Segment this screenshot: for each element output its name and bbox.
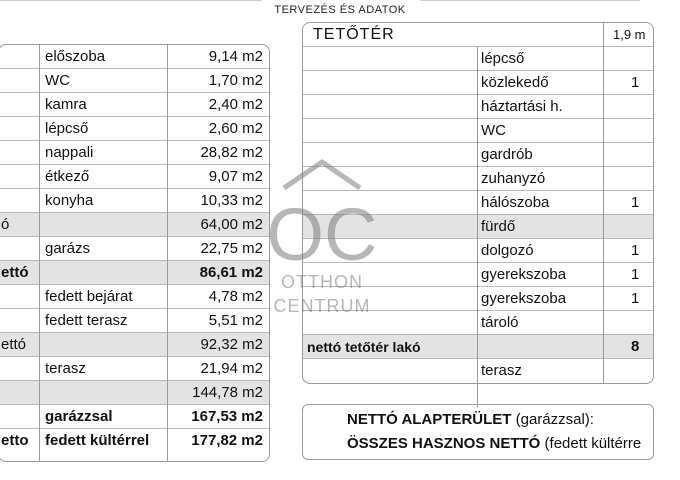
row-area-value: 9,14 m2 [208,48,263,65]
logo-mark: OC [266,193,378,276]
table-row [303,359,653,383]
row-room-name: nappali [45,144,94,161]
row-area-value: 144,78 m2 [192,384,263,401]
row-room-name: zuhanyzó [481,170,546,187]
table-row [303,335,653,359]
table-row [303,71,653,95]
table-row [0,309,269,333]
row-room-name: gardrób [481,146,533,163]
column-divider [167,45,168,461]
row-total-label: ettó [1,264,29,281]
row-area-value: 1 [631,266,640,283]
table-row [0,357,269,381]
table-row [0,141,269,165]
column-divider [603,23,604,383]
row-room-name: fedett bejárat [45,288,133,305]
logo-line-1: OTTHON [281,272,363,292]
table-row [0,237,269,261]
ground-floor-table [0,44,270,462]
summary-net-area-label: NETTÓ ALAPTERÜLET [347,411,512,428]
row-total-label: ó [1,216,10,233]
table-row [0,261,269,285]
table-row [0,165,269,189]
row-total-label: ettó [1,336,27,353]
row-room-name: háztartási h. [481,98,563,115]
row-area-value: 9,07 m2 [208,168,263,185]
top-rule-left [0,0,262,1]
house-roof-icon [266,158,378,276]
row-room-name: WC [481,122,506,139]
row-room-name: lépcső [45,120,89,137]
row-room-name: tároló [481,314,519,331]
row-total-label: etto [1,432,29,449]
row-area-value: 2,60 m2 [208,120,263,137]
table-row [0,285,269,309]
summary-total-net-label: ÖSSZES HASZNOS NETTÓ [347,435,541,452]
table-row [0,69,269,93]
row-room-name: gyerekszoba [481,290,567,307]
row-room-name: kamra [45,96,87,113]
row-area-value: 177,82 m2 [191,432,263,449]
table-row [303,47,653,71]
row-room-name: terasz [481,362,522,379]
table-row [0,381,269,405]
row-room-name: lépcső [481,50,525,67]
row-room-name: terasz [45,360,86,377]
row-room-name: fedett kültérrel [45,432,150,449]
row-room-name: konyha [45,192,94,209]
row-area-value: 64,00 m2 [200,216,263,233]
attic-header-value: 1,9 m [613,27,646,42]
row-room-name: garázs [45,240,91,257]
logo-line-2: CENTRUM [273,296,371,316]
table-row [0,117,269,141]
row-area-value: 22,75 m2 [200,240,263,257]
summary-total-net-note: (fedett kültérre [540,435,642,452]
row-area-value: 1 [631,290,640,307]
attic-title: TETŐTÉR [313,26,395,43]
row-room-name: étkező [45,168,90,185]
row-area-value: 21,94 m2 [200,360,263,377]
table-row [303,95,653,119]
table-row [0,213,269,237]
table-row [0,93,269,117]
summary-net-area-note: (garázzsal): [511,411,594,428]
summary-box [302,404,654,460]
table-row [0,189,269,213]
otthon-centrum-logo [266,158,378,328]
row-room-name: garázzsal [45,408,113,425]
column-divider [39,45,40,461]
row-room-name: gyerekszoba [481,266,567,283]
row-area-value: 2,40 m2 [208,96,263,113]
table-row [303,119,653,143]
row-area-value: 8 [631,338,640,355]
row-room-name: WC [45,72,70,89]
row-total-label: nettó tetőtér lakó [307,339,421,355]
row-area-value: 92,32 m2 [200,336,263,353]
row-area-value: 1 [631,194,640,211]
row-room-name: előszoba [45,48,106,65]
row-area-value: 28,82 m2 [200,144,263,161]
attic-header [303,23,653,47]
row-area-value: 4,78 m2 [208,288,263,305]
summary-total-net [347,435,641,452]
row-area-value: 1 [631,242,640,259]
row-room-name: hálószoba [481,194,550,211]
row-room-name: fürdő [481,218,516,235]
row-room-name: fedett terasz [45,312,128,329]
row-room-name: dolgozó [481,242,534,259]
page-title: TERVEZÉS ÉS ADATOK [274,4,406,16]
row-room-name: közlekedő [481,74,549,91]
row-area-value: 86,61 m2 [199,264,263,281]
table-row [0,333,269,357]
row-area-value: 167,53 m2 [191,408,263,425]
column-divider [477,47,478,407]
table-row [0,429,269,453]
row-area-value: 10,33 m2 [200,192,263,209]
table-row [0,405,269,429]
table-row [0,45,269,69]
summary-net-area [347,411,594,428]
row-area-value: 1 [631,74,640,91]
row-area-value: 5,51 m2 [208,312,263,329]
row-area-value: 1,70 m2 [208,72,263,89]
top-rule-right [420,0,640,1]
